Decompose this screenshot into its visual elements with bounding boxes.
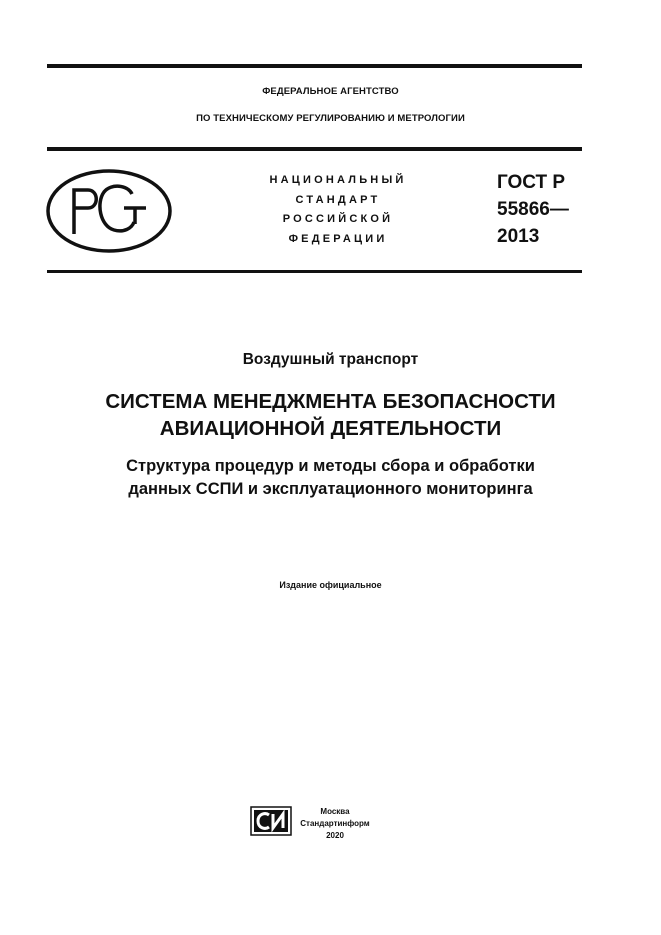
national-line-1: НАЦИОНАЛЬНЫЙ (269, 174, 407, 186)
standard-block-bottom-rule (47, 270, 582, 273)
subtitle-line-1: Структура процедур и методы сбора и обработки (126, 457, 535, 475)
agency-line-1: ФЕДЕРАЛЬНОЕ АГЕНТСТВО (262, 86, 399, 97)
title-line-1: СИСТЕМА МЕНЕДЖМЕНТА БЕЗОПАСНОСТИ (105, 390, 556, 413)
gost-code-line-2: 55866— (497, 199, 569, 220)
subject-title: Воздушный транспорт (242, 351, 419, 368)
top-rule (47, 64, 582, 68)
gost-code-line-3: 2013 (497, 226, 540, 247)
gost-logo-icon (44, 166, 174, 256)
national-line-2: СТАНДАРТ (295, 194, 381, 206)
national-line-3: РОССИЙСКОЙ (282, 213, 394, 225)
publisher-name: Стандартинформ (300, 819, 370, 828)
national-line-4: ФЕДЕРАЦИИ (288, 233, 388, 245)
publisher-year: 2020 (326, 831, 344, 840)
publisher-city: Москва (320, 807, 350, 816)
edition-label: Издание официальное (279, 580, 382, 590)
gost-logo (44, 166, 174, 256)
title-line-2: АВИАЦИОННОЙ ДЕЯТЕЛЬНОСТИ (159, 417, 502, 440)
agency-line-2: ПО ТЕХНИЧЕСКОМУ РЕГУЛИРОВАНИЮ И МЕТРОЛОГИИ (196, 113, 465, 124)
standard-block-top-rule (47, 147, 582, 151)
subtitle-line-2: данных ССПИ и эксплуатационного мониторинга (128, 480, 533, 498)
gost-code-line-1: ГОСТ Р (497, 172, 566, 193)
